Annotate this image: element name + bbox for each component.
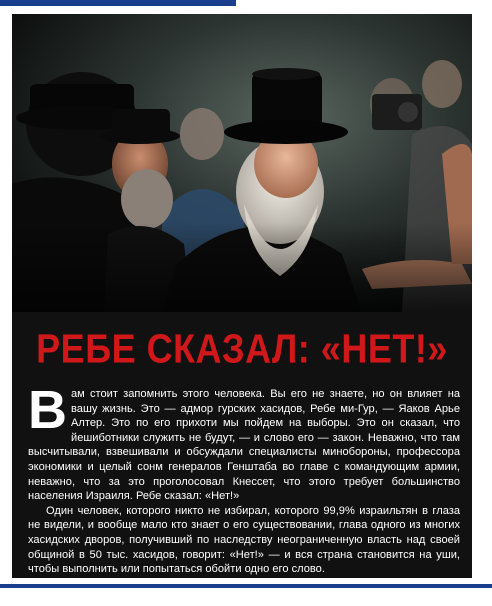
paragraph-2: Один человек, которого никто не избирал, которого 99,9% израильтян в глаза не видели, и вообще мало кто знает о его существовании, глава одного из многих хасидских дворов, получивший по наследству неограниченную власть над своей общиной в 50 тыс. хасидов, говорит: «Нет!» — и вся страна становится на уши, чтобы выполнить или попытаться обойти одно его слово. xyxy=(28,504,460,576)
drop-cap: В xyxy=(28,380,67,440)
bottom-rule xyxy=(0,584,492,588)
article-card xyxy=(12,14,472,578)
article-photo xyxy=(12,14,472,312)
paragraph-1-text: ам стоит запомнить этого человека. Вы его не знаете, но он влияет на вашу жизнь. Это — адмор гурских хасидов, Ребе ми-Гур, — Яаков Арье Алтер. Это по его прихоти мы пойдем на выборы. Это он сказал, что йешиботники служить не будут, — и слово его — закон. Неважно, что там высчитывали, взвешивали и обсуждали специалисты минобороны, профессора экономики и целый сонм генералов Генштаба во главе с командующим армии, неважно, что за это проголосовал Кнессет, что этого требует большинство населения Израиля. Ребе сказал: «Нет!» xyxy=(28,388,460,503)
article-body xyxy=(28,380,460,591)
paragraph-1 xyxy=(28,380,460,504)
top-rule xyxy=(0,0,236,6)
headline: РЕБЕ СКАЗАЛ: «НЕТ!» xyxy=(36,325,448,372)
